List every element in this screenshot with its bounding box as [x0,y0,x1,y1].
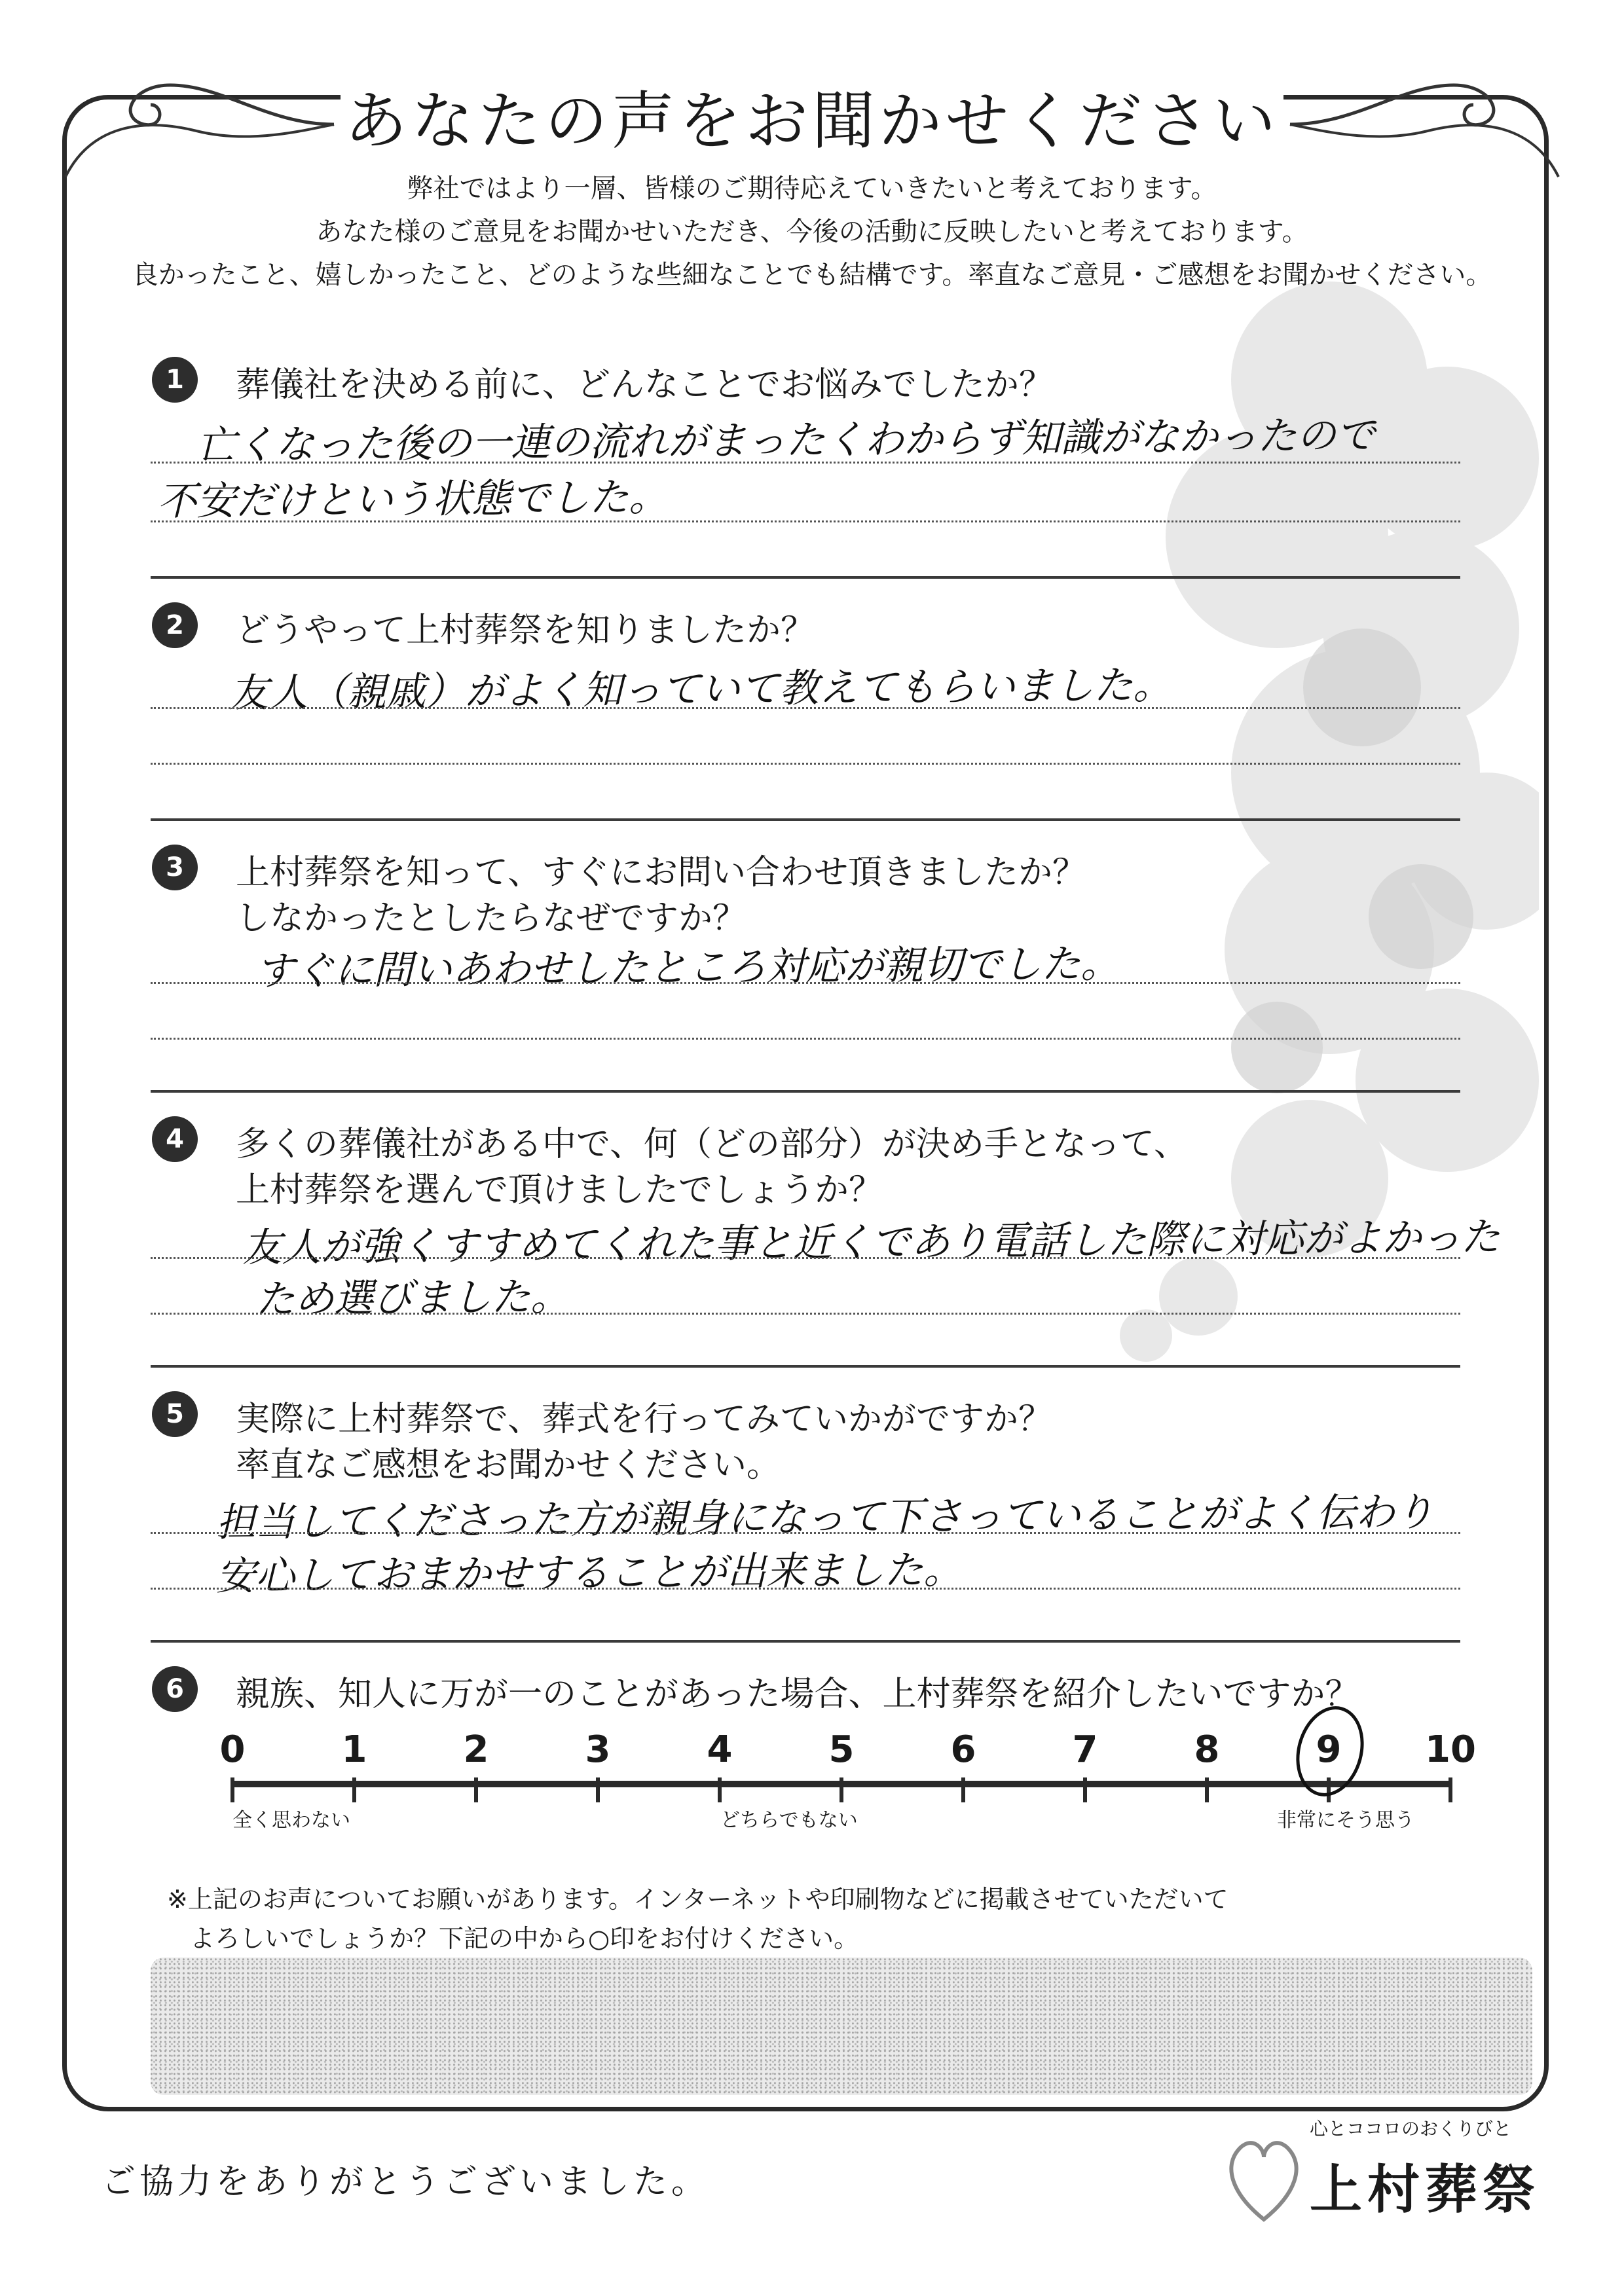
company-logo [1225,2115,1539,2246]
redacted-area [151,1958,1532,2095]
question-number-4: 4 [152,1116,198,1162]
answer-line [151,1588,1460,1590]
logo-name: 上村葬祭 [1310,2159,1540,2220]
answer-line [151,1313,1460,1315]
answer-3-line-1: すぐに問いあわせしたところ対応が親切でした。 [255,941,1120,994]
answer-line [151,1532,1460,1534]
question-4-line-1: 多くの葬儀社がある中で、何（どの部分）が決め手となって、 [236,1125,1188,1164]
scale-tick [474,1777,478,1802]
scale-number-4: 4 [707,1728,733,1771]
question-5-line-2: 率直なご感想をお聞かせください。 [236,1446,781,1485]
publication-note-line-2: よろしいでしょうか？下記の中から○印をお付けください。 [190,1924,859,1953]
section-divider [151,818,1460,821]
thanks-message: ご協力をありがとうございました。 [101,2162,710,2202]
question-3-line-2: しなかったとしたらなぜですか？ [236,899,747,938]
scale-number-0: 0 [219,1728,246,1771]
answer-1-line-2: 不安だけという状態でした。 [157,474,669,525]
scale-number-5: 5 [828,1728,855,1771]
scale-label-high: 非常にそう思う [1277,1809,1414,1832]
question-4-line-2: 上村葬祭を選んで頂けましたでしょうか？ [236,1171,883,1210]
header [0,39,1624,170]
scale-tick [352,1777,356,1802]
question-number-3: 3 [152,845,198,890]
intro-text: 弊社ではより一層、皆様のご期待応えていきたいと考えております。 あなた様のご意見をお聞かせいただき、今後の活動に反映したいと考えております。 良かったこと、嬉しかったこと、どのような些細なことでも結構です。率直なご意見・ご感想をお聞かせください。 [132,173,1492,290]
scale-tick [231,1777,234,1802]
question-number-6: 6 [152,1666,198,1712]
question-number-5: 5 [152,1391,198,1437]
page-title: あなたの声をお聞かせください [341,75,1283,167]
question-number-2: 2 [152,602,198,648]
scale-tick [1083,1777,1087,1802]
answer-line [151,763,1460,765]
scale-tick [1205,1777,1209,1802]
logo-tagline: 心とココロのおくりびと [1310,2118,1512,2140]
answer-1-line-1: 亡くなった後の一連の流れがまったくわからず知識がなかったので [196,412,1376,469]
section-divider [151,1090,1460,1093]
answer-line [151,982,1460,984]
question-1: 葬儀社を決める前に、どんなことでお悩みでしたか？ [236,365,1054,405]
section-divider [151,1640,1460,1643]
publication-note-line-1: ※上記のお声についてお願いがあります。インターネットや印刷物などに掲載させていただいて [167,1885,1228,1914]
heart-logo-icon [1225,2128,1303,2226]
answer-line [151,1257,1460,1259]
answer-4-line-2: ため選びました。 [255,1273,570,1323]
answer-line [151,1038,1460,1040]
scale-label-low: 全く思わない [232,1809,350,1832]
scale-tick [961,1777,965,1802]
scale-label-mid: どちらでもない [720,1809,858,1832]
answer-5-line-1: 担当してくださった方が親身になって下さっていることがよく伝わり [215,1489,1435,1546]
question-3-line-1: 上村葬祭を知って、すぐにお問い合わせ頂きましたか？ [236,853,1086,892]
scale-number-9: 9 [1316,1728,1342,1771]
section-divider [151,576,1460,579]
answer-line [151,462,1460,464]
scale-tick [718,1777,722,1802]
answer-line [151,707,1460,709]
scale-tick [840,1777,843,1802]
scale-number-7: 7 [1072,1728,1098,1771]
scale-number-3: 3 [585,1728,611,1771]
question-6: 親族、知人に万が一のことがあった場合、上村葬祭を紹介したいですか？ [236,1675,1359,1714]
question-number-1: 1 [152,357,198,403]
question-5-line-1: 実際に上村葬祭で、葬式を行ってみていかがですか？ [236,1400,1052,1439]
answer-4-line-1: 友人が強くすすめてくれた事と近くであり電話した際に対応がよかった [242,1214,1500,1271]
scale-number-8: 8 [1194,1728,1220,1771]
scale-number-1: 1 [341,1728,367,1771]
scale-tick [596,1777,600,1802]
answer-line [151,520,1460,522]
question-2: どうやって上村葬祭を知りましたか？ [236,611,815,650]
answer-5-line-2: 安心しておまかせすることが出来ました。 [215,1547,963,1599]
section-divider [151,1365,1460,1368]
scale-number-2: 2 [463,1728,489,1771]
scale-number-10: 10 [1425,1728,1476,1771]
scale-number-6: 6 [950,1728,976,1771]
scale-tick [1449,1777,1452,1802]
answer-2-line-1: 友人（親戚）がよく知っていて教えてもらいました。 [229,662,1173,717]
